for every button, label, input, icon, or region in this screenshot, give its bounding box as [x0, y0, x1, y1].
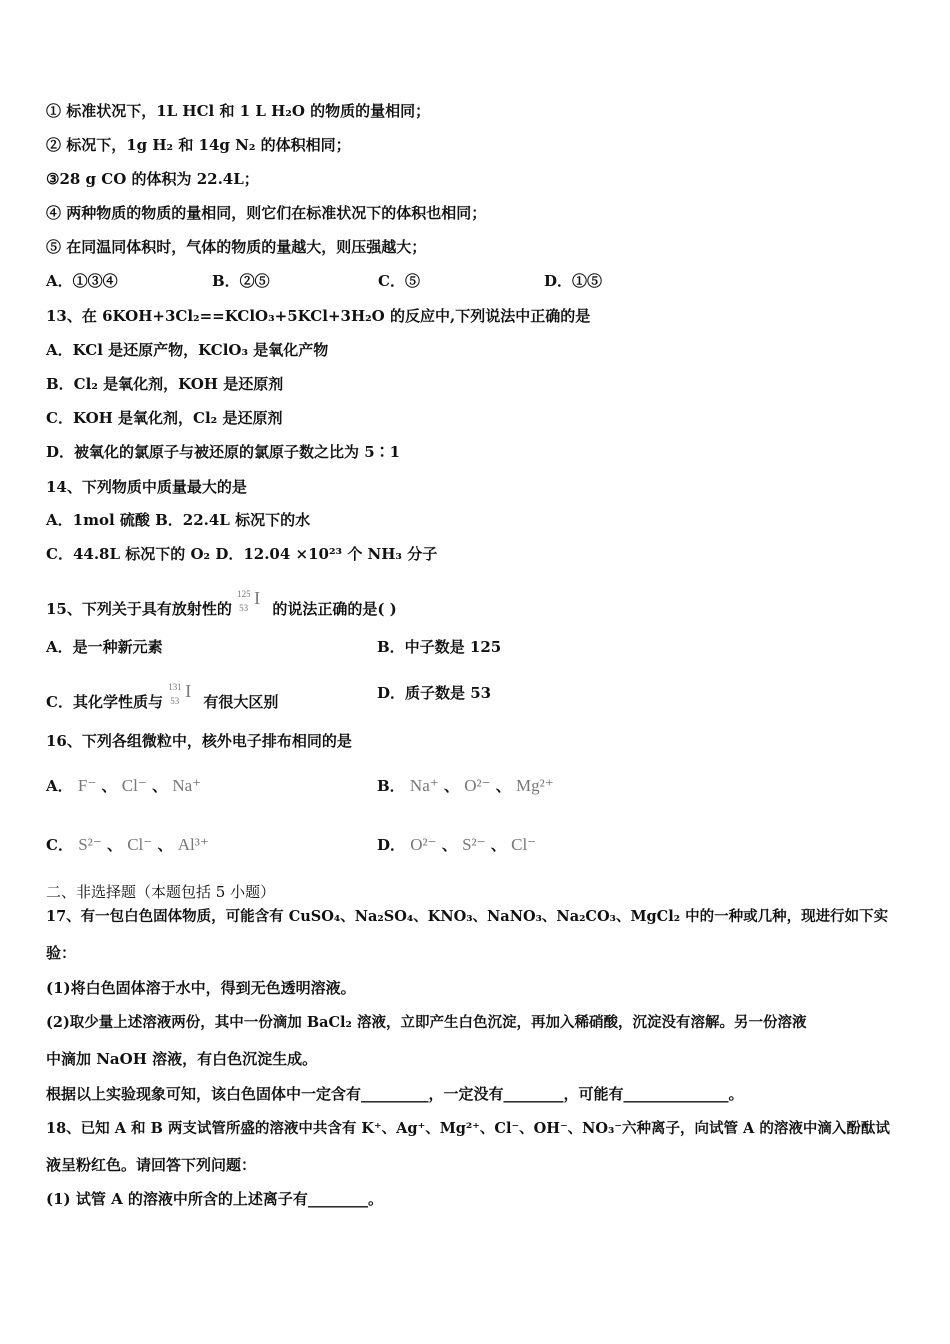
- ion: Na⁺: [172, 776, 202, 795]
- isotope-atomic-number: 53: [170, 696, 180, 706]
- q17-line-6: 根据以上实验现象可知，该白色固体中一定含有_________，一定没有________，可能有______________。: [46, 1085, 744, 1103]
- q12-statement-4: ④ 两种物质的物质的量相同，则它们在标准状况下的体积也相同；: [46, 204, 487, 222]
- q12-statement-5: ⑤ 在同温同体积时，气体的物质的量越大，则压强越大；: [46, 238, 427, 256]
- ion: Mg²⁺: [516, 776, 554, 795]
- q15-option-c-pre: C．其化学性质与: [46, 693, 163, 711]
- q15-stem-pre: 15、下列关于具有放射性的: [46, 600, 232, 618]
- isotope-symbol: I: [185, 681, 192, 701]
- ion: Cl⁻: [511, 835, 537, 854]
- separator: 、: [490, 836, 506, 854]
- option-label: D．: [377, 836, 406, 854]
- separator: 、: [443, 777, 459, 795]
- q13-option-d: D．被氧化的氯原子与被还原的氯原子数之比为 5∶1: [46, 443, 401, 461]
- q13-option-c: C．KOH 是氧化剂，Cl₂ 是还原剂: [46, 409, 283, 427]
- ion: F⁻: [77, 776, 97, 795]
- q16-option-a: [46, 776, 201, 796]
- separator: 、: [106, 836, 122, 854]
- ion: Cl⁻: [121, 776, 147, 795]
- separator: 、: [152, 777, 168, 795]
- separator: 、: [495, 777, 511, 795]
- ion: Na⁺: [409, 776, 439, 795]
- q13-option-b: B．Cl₂ 是氧化剂，KOH 是还原剂: [46, 375, 284, 393]
- q15-option-a: A．是一种新元素: [46, 638, 163, 656]
- q15-option-c-post: 有很大区别: [203, 693, 279, 711]
- q12-option-b: B．②⑤: [212, 272, 270, 290]
- q13-stem: 13、在 6KOH+3Cl₂==KClO₃+5KCl+3H₂O 的反应中,下列说法中正确的是: [46, 307, 591, 325]
- q15-option-c: [46, 683, 278, 713]
- isotope-symbol: I: [254, 588, 261, 608]
- q14-stem: 14、下列物质中质量最大的是: [46, 478, 247, 496]
- isotope-mass: 125: [237, 589, 251, 599]
- option-label: A．: [46, 777, 73, 795]
- q14-options-ab: A．1mol 硫酸 B．22.4L 标况下的水: [46, 511, 311, 529]
- ion: Cl⁻: [127, 835, 153, 854]
- separator: 、: [101, 777, 117, 795]
- q16-stem: 16、下列各组微粒中，核外电子排布相同的是: [46, 732, 352, 750]
- q14-options-cd: C．44.8L 标况下的 O₂ D．12.04 ×10²³ 个 NH₃ 分子: [46, 545, 438, 563]
- q15-option-b: B．中子数是 125: [377, 638, 502, 656]
- ion: S²⁻: [462, 835, 486, 854]
- q15-stem-post: 的说法正确的是( ): [272, 600, 397, 618]
- q12-statement-3: ③28 g CO 的体积为 22.4L；: [46, 170, 259, 188]
- q17-line-4: (2)取少量上述溶液两份，其中一份滴加 BaCl₂ 溶液，立即产生白色沉淀，再加入稀硝酸，沉淀没有溶解。另一份溶液: [46, 1014, 807, 1031]
- option-label: C．: [46, 836, 73, 854]
- q17-line-1: 17、有一包白色固体物质，可能含有 CuSO₄、Na₂SO₄、KNO₃、NaNO₃、Na₂CO₃、MgCl₂ 中的一种或几种，现进行如下实: [46, 908, 889, 925]
- separator: 、: [441, 836, 457, 854]
- q18-line-3: (1) 试管 A 的溶液中所含的上述离子有________。: [46, 1190, 383, 1208]
- q17-line-5: 中滴加 NaOH 溶液，有白色沉淀生成。: [46, 1050, 318, 1068]
- q16-option-b: [377, 776, 554, 796]
- ion: O²⁻: [464, 776, 491, 795]
- q12-option-a: A．①③④: [46, 272, 118, 290]
- ion: O²⁻: [410, 835, 437, 854]
- separator: 、: [157, 836, 173, 854]
- ion: Al³⁺: [177, 835, 209, 854]
- q12-option-d: D．①⑤: [544, 272, 603, 290]
- q17-line-3: (1)将白色固体溶于水中，得到无色透明溶液。: [46, 979, 356, 997]
- isotope-mass: 131: [168, 682, 182, 692]
- ion: S²⁻: [78, 835, 102, 854]
- q18-line-2: 液呈粉红色。请回答下列问题：: [46, 1156, 257, 1174]
- q17-line-2: 验：: [46, 944, 77, 962]
- q15-option-d: D．质子数是 53: [377, 684, 492, 702]
- q12-option-c: C．⑤: [378, 272, 420, 290]
- q12-statement-1: ① 标准状况下，1L HCl 和 1 L H₂O 的物质的量相同；: [46, 102, 431, 120]
- q13-option-a: A．KCl 是还原产物，KClO₃ 是氧化产物: [46, 341, 329, 359]
- q16-option-d: [377, 835, 536, 855]
- iodine-131-isotope: [168, 683, 198, 713]
- section-2-heading: 二、非选择题（本题包括 5 小题）: [46, 883, 276, 901]
- q16-option-c: [46, 835, 209, 855]
- option-label: B．: [377, 777, 405, 795]
- q15-stem: [46, 590, 397, 620]
- iodine-125-isotope: [237, 590, 267, 620]
- q12-statement-2: ② 标况下，1g H₂ 和 14g N₂ 的体积相同；: [46, 136, 351, 154]
- q18-line-1: 18、已知 A 和 B 两支试管所盛的溶液中共含有 K⁺、Ag⁺、Mg²⁺、Cl⁻、OH⁻、NO₃⁻六种离子，向试管 A 的溶液中滴入酚酞试: [46, 1120, 890, 1137]
- isotope-atomic-number: 53: [239, 603, 249, 613]
